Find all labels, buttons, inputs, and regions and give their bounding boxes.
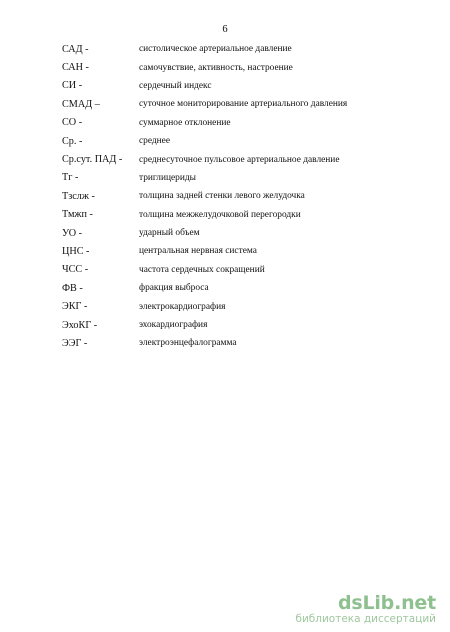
watermark-logo: dsLib.net [337, 592, 436, 614]
abbreviation-row [62, 297, 402, 315]
abbreviation-definition: электроэнцефалограмма [139, 338, 237, 349]
abbreviation-row [62, 261, 402, 279]
abbreviation-definition: триглицериды [139, 172, 196, 183]
abbreviation-term: ЭхоКГ - [62, 319, 98, 331]
abbreviation-definition: сердечный индекс [139, 80, 212, 91]
abbreviation-row [62, 206, 402, 224]
abbreviation-definition: толщина межжелудочковой перегородки [139, 209, 301, 220]
abbreviation-term: ЭЭГ - [62, 337, 88, 349]
page-number: 6 [222, 24, 228, 35]
abbreviation-definition: частота сердечных сокращений [139, 264, 265, 275]
abbreviation-definition: систолическое артериальное давление [139, 44, 292, 55]
abbreviation-row [62, 169, 402, 187]
abbreviation-term: Ср.сут. ПАД - [62, 154, 123, 166]
abbreviation-term: Тг - [62, 172, 79, 184]
abbreviation-term: САН - [62, 62, 89, 74]
abbreviation-definition: суточное мониторирование артериального давления [139, 99, 348, 110]
abbreviation-definition: ударный объем [139, 228, 200, 239]
abbreviation-term: ЭКГ - [62, 301, 88, 313]
abbreviation-term: УО - [62, 227, 83, 239]
abbreviation-definition: среднее [139, 136, 170, 147]
abbreviation-row [62, 279, 402, 297]
abbreviation-term: СИ - [62, 80, 83, 92]
abbreviation-row [62, 77, 402, 95]
abbreviation-definition: эхокардиография [139, 320, 208, 331]
abbreviation-definition: фракция выброса [139, 283, 209, 294]
abbreviation-row [62, 242, 402, 260]
abbreviation-row [62, 334, 402, 352]
abbreviation-term: СМАД – [62, 98, 100, 110]
abbreviation-term: Тзслж - [62, 190, 95, 202]
abbreviation-definition: самочувствие, активность, настроение [139, 62, 293, 73]
abbreviation-definition: электрокардиография [139, 301, 226, 312]
abbreviation-term: Тмжп - [62, 209, 93, 221]
watermark [295, 593, 436, 626]
abbreviation-term: Ср. - [62, 135, 83, 147]
abbreviation-row [62, 58, 402, 76]
abbreviation-list [62, 40, 402, 353]
abbreviation-row [62, 316, 402, 334]
abbreviation-definition: толщина задней стенки левого желудочка [139, 191, 305, 202]
abbreviation-definition: суммарное отклонение [139, 117, 231, 128]
abbreviation-row [62, 132, 402, 150]
abbreviation-row [62, 40, 402, 58]
watermark-subtitle: библиотека диссертаций [295, 613, 436, 625]
abbreviation-term: ФВ - [62, 282, 83, 294]
abbreviation-term: СО - [62, 117, 83, 129]
abbreviation-row [62, 114, 402, 132]
abbreviation-term: ЧСС - [62, 264, 89, 276]
abbreviation-definition: среднесуточное пульсовое артериальное давление [139, 154, 340, 165]
abbreviation-row [62, 150, 402, 168]
abbreviation-row [62, 95, 402, 113]
abbreviation-row [62, 187, 402, 205]
abbreviation-term: САД - [62, 43, 89, 55]
abbreviation-row [62, 224, 402, 242]
abbreviation-definition: центральная нервная система [139, 246, 257, 257]
abbreviation-term: ЦНС - [62, 245, 90, 257]
